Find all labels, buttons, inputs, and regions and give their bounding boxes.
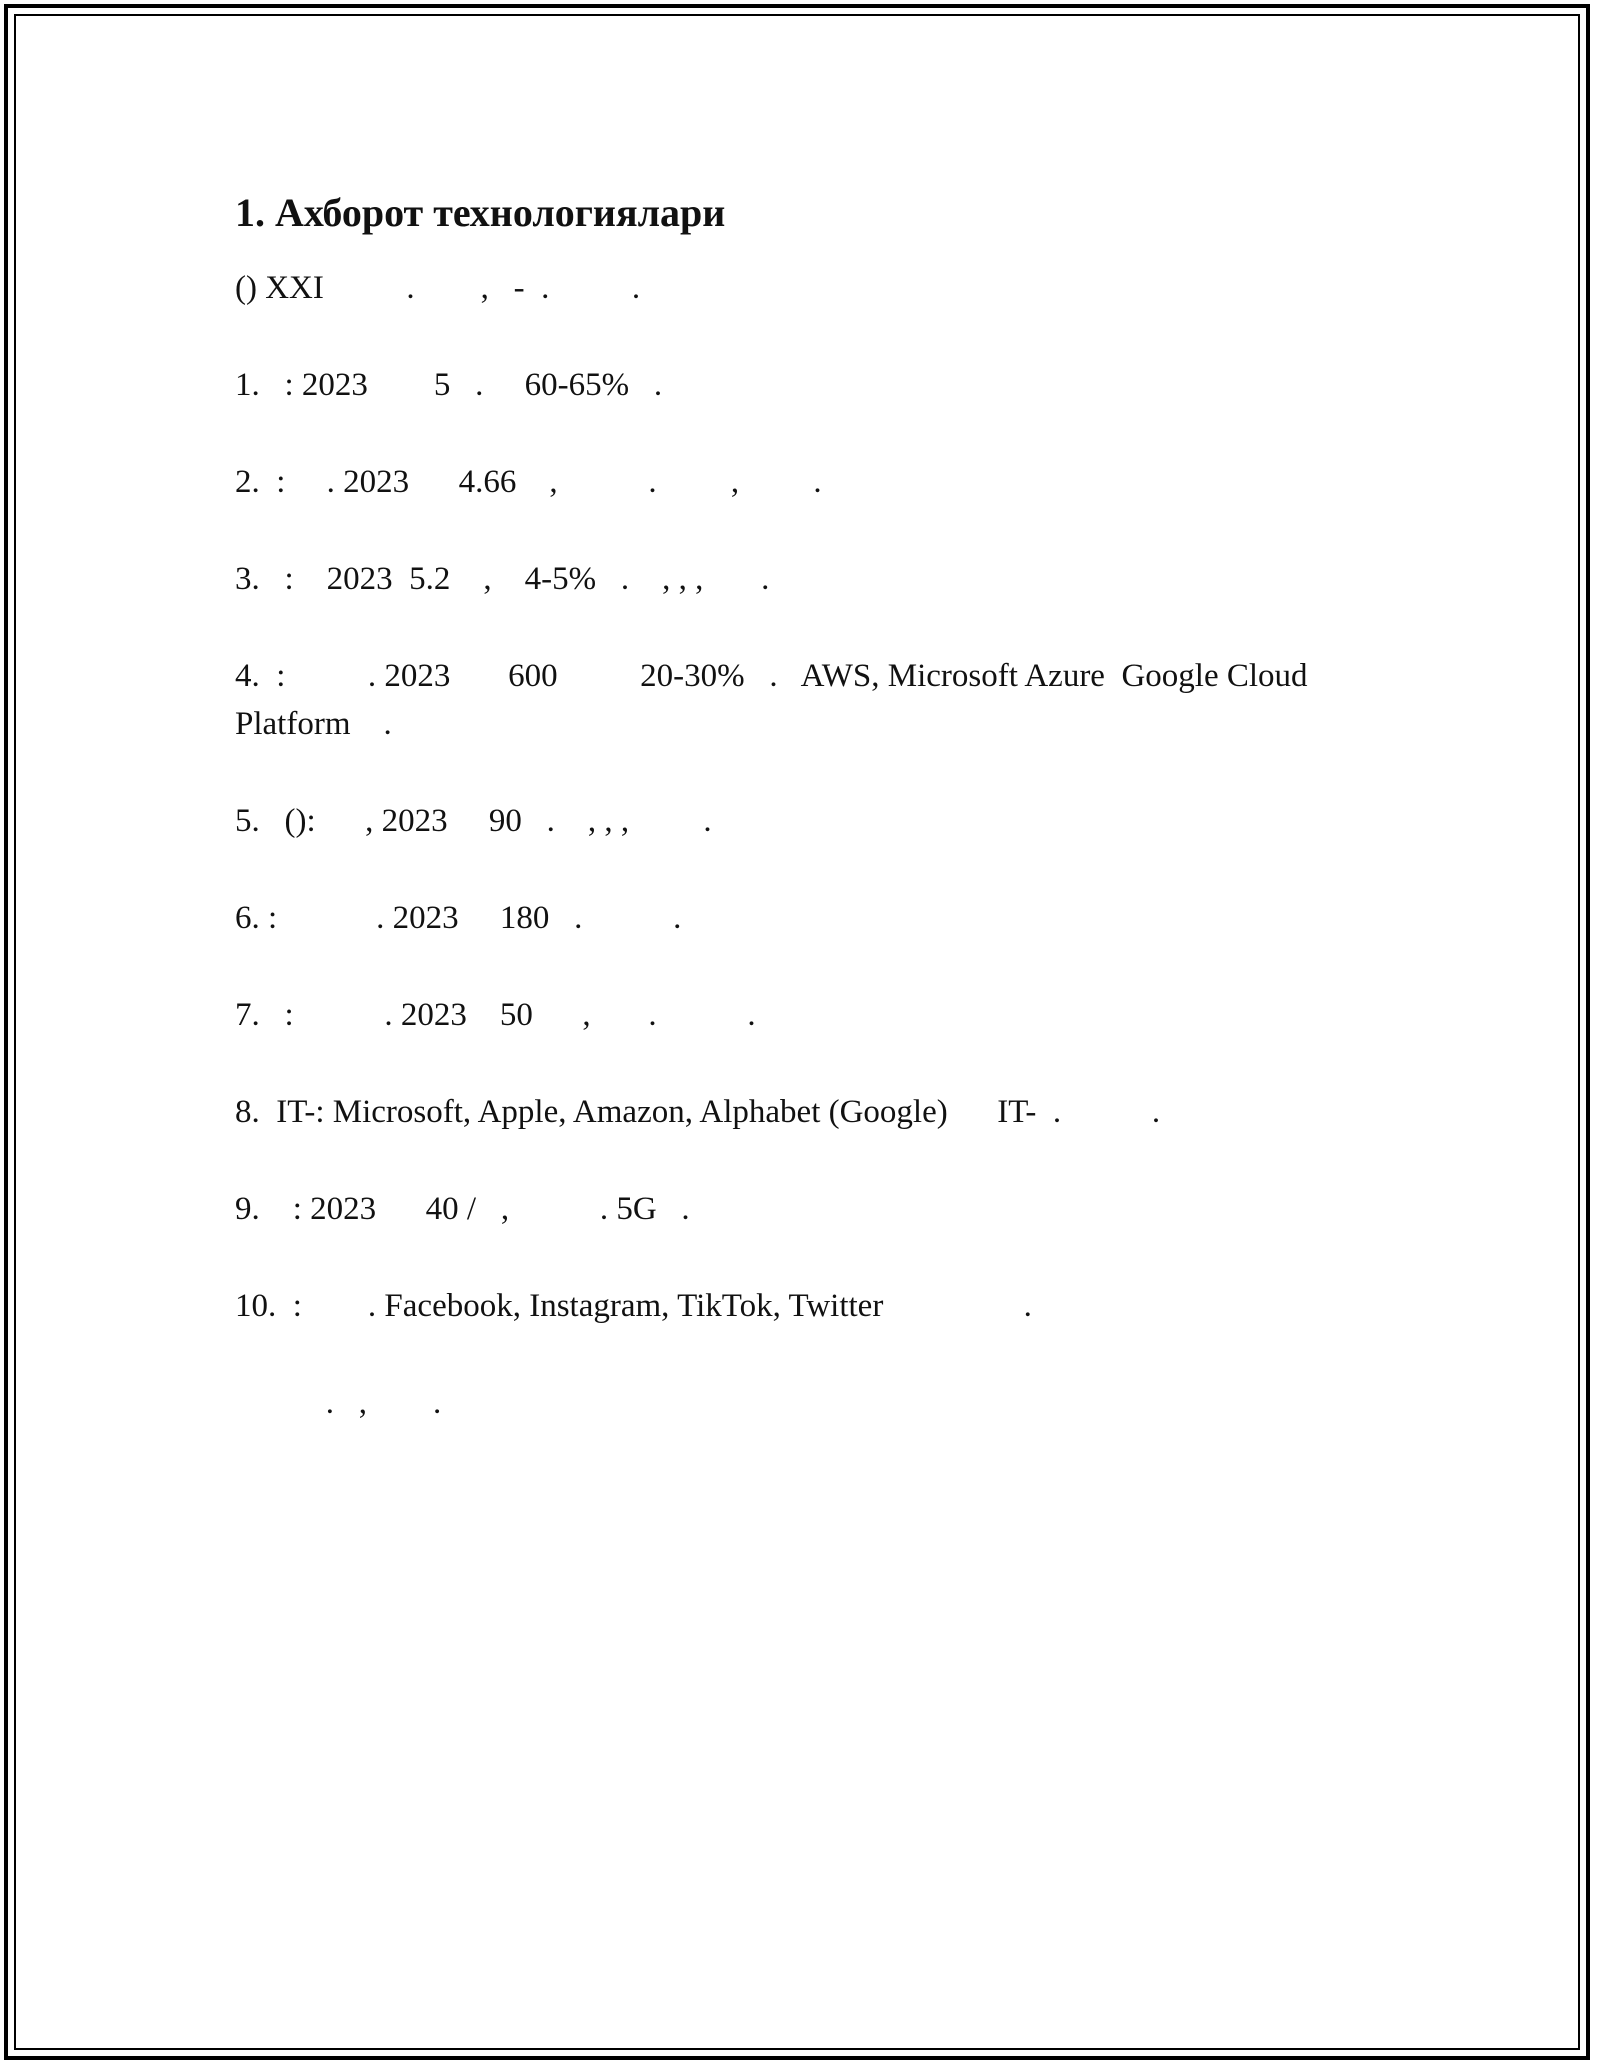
list-item-7: 7. : . 2023 50 , . . [235, 997, 756, 1033]
list-item-5: 5. (): , 2023 90 . , , , . [235, 803, 712, 839]
list-item-6: 6. : . 2023 180 . . [235, 900, 682, 936]
section-heading: 1. Ахборот технологиялари [235, 190, 726, 235]
list-item-8: 8. IT-: Microsoft, Apple, Amazon, Alphabet (Google) IT- . . [235, 1094, 1161, 1130]
list-item-2: 2. : . 2023 4.66 , . , . [235, 464, 822, 500]
document-body [235, 188, 1365, 1476]
closing-paragraph: . , . [235, 1385, 442, 1421]
list-item-1: 1. : 2023 5 . 60-65% . [235, 367, 663, 403]
list-item-10: 10. : . Facebook, Instagram, TikTok, Twitter . [235, 1288, 1032, 1324]
intro-paragraph: () XXI . , - . . [235, 270, 641, 306]
list-item-9: 9. : 2023 40 / , . 5G . [235, 1191, 690, 1227]
list-item-4: 4. : . 2023 600 20-30% . AWS, Microsoft Azure Google Cloud Platform . [235, 658, 1316, 742]
list-item-3: 3. : 2023 5.2 , 4-5% . , , , . [235, 561, 770, 597]
